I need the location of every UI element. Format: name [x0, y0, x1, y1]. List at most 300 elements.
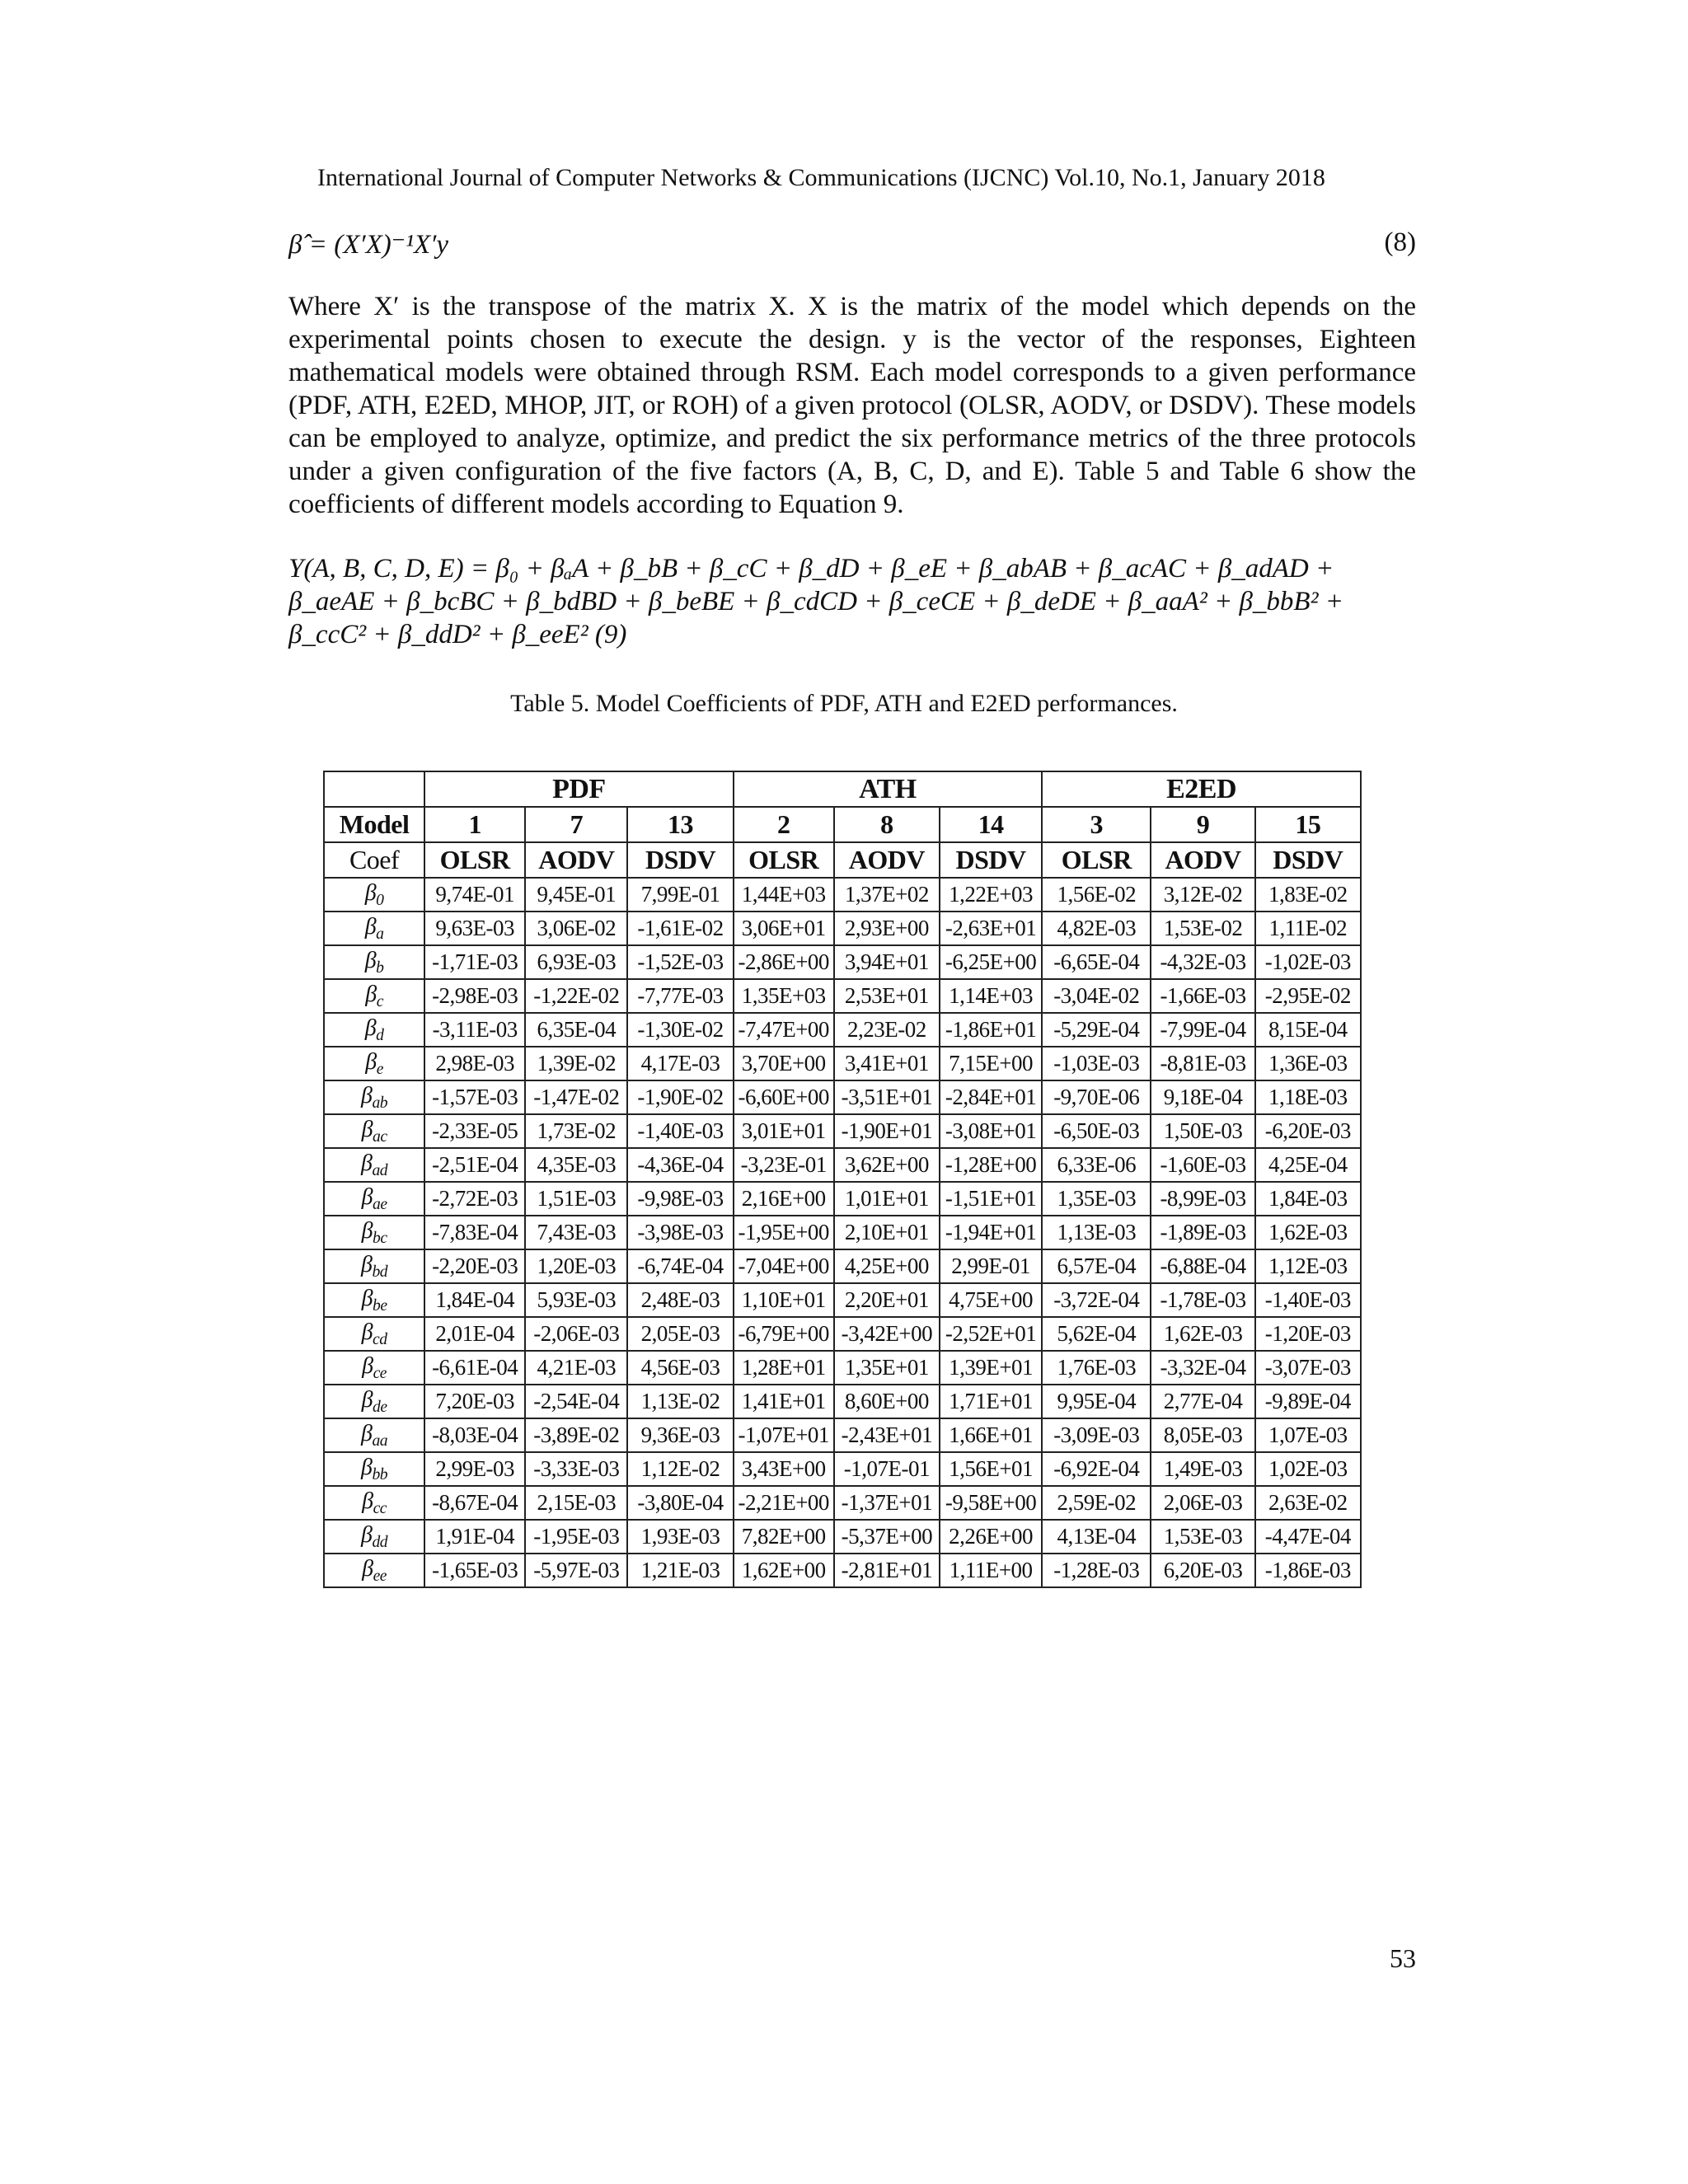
coefficient-cell: -3,32E-04	[1151, 1351, 1254, 1385]
coefficient-cell: 6,93E-03	[525, 945, 627, 979]
coefficient-cell: -3,07E-03	[1255, 1351, 1361, 1385]
coefficient-cell: -2,81E+01	[834, 1554, 940, 1587]
coefficient-cell: 4,56E-03	[627, 1351, 733, 1385]
table-row	[324, 1182, 1361, 1216]
beta-subscript: dd	[372, 1533, 388, 1551]
beta-subscript: bd	[372, 1263, 388, 1281]
coefficient-cell: -1,40E-03	[1255, 1283, 1361, 1317]
coefficient-cell: 2,26E+00	[940, 1520, 1042, 1554]
beta-symbol: β	[364, 947, 377, 973]
coefficient-symbol	[324, 1080, 424, 1114]
coefficient-symbol	[324, 1114, 424, 1148]
coefficient-cell: 3,06E+01	[734, 912, 834, 945]
beta-subscript: cc	[373, 1499, 387, 1517]
beta-subscript: ce	[373, 1364, 387, 1382]
coefficient-cell: 1,73E-02	[525, 1114, 627, 1148]
coefficient-cell: 2,93E+00	[834, 912, 940, 945]
coefficient-cell: 3,94E+01	[834, 945, 940, 979]
coefficient-cell: 1,53E-03	[1151, 1520, 1254, 1554]
beta-symbol: β	[365, 981, 377, 1007]
coefficient-cell: -2,51E-04	[424, 1148, 525, 1182]
table-row	[324, 1520, 1361, 1554]
beta-symbol: β	[365, 1048, 377, 1075]
beta-subscript: be	[373, 1296, 387, 1315]
coefficient-cell: 1,21E-03	[627, 1554, 733, 1587]
coefficient-cell: 2,16E+00	[734, 1182, 834, 1216]
coefficient-cell: -1,86E+01	[940, 1013, 1042, 1047]
coefficient-cell: -1,78E-03	[1151, 1283, 1254, 1317]
coefficient-cell: -2,06E-03	[525, 1317, 627, 1351]
coefficient-cell: 1,56E+01	[940, 1452, 1042, 1486]
beta-symbol: β	[361, 1420, 373, 1446]
coefficient-cell: -1,02E-03	[1255, 945, 1361, 979]
model-number: 7	[525, 807, 627, 842]
coefficient-cell: -4,36E-04	[627, 1148, 733, 1182]
coefficient-cell: 1,44E+03	[734, 878, 834, 912]
coefficient-cell: 1,10E+01	[734, 1283, 834, 1317]
coefficient-cell: 1,51E-03	[525, 1182, 627, 1216]
beta-subscript: d	[376, 1026, 384, 1044]
coefficient-cell: 8,05E-03	[1151, 1418, 1254, 1452]
coefficient-cell: 1,37E+02	[834, 878, 940, 912]
coefficient-cell: 8,15E-04	[1255, 1013, 1361, 1047]
coefficient-cell: 1,39E-02	[525, 1047, 627, 1080]
coefficient-cell: 1,71E+01	[940, 1385, 1042, 1418]
coefficient-cell: -1,89E-03	[1151, 1216, 1254, 1249]
beta-symbol: β	[361, 1082, 373, 1108]
coefficient-cell: -1,95E-03	[525, 1520, 627, 1554]
beta-subscript: cd	[373, 1330, 387, 1348]
coefficient-cell: -7,47E+00	[734, 1013, 834, 1047]
coefficient-cell: 9,74E-01	[424, 878, 525, 912]
coefficient-cell: 5,93E-03	[525, 1283, 627, 1317]
table-row	[324, 1418, 1361, 1452]
coefficient-cell: -6,50E-03	[1042, 1114, 1151, 1148]
coefficient-cell: -6,65E-04	[1042, 945, 1151, 979]
coefficient-cell: 9,18E-04	[1151, 1080, 1254, 1114]
coefficient-cell: 1,41E+01	[734, 1385, 834, 1418]
coefficient-cell: 1,39E+01	[940, 1351, 1042, 1385]
protocol-header: DSDV	[1255, 842, 1361, 878]
coefficient-cell: 3,01E+01	[734, 1114, 834, 1148]
coefficient-cell: -6,20E-03	[1255, 1114, 1361, 1148]
model-number: 2	[734, 807, 834, 842]
beta-symbol: β	[361, 1116, 373, 1142]
beta-symbol: β	[361, 1454, 373, 1480]
table-row	[324, 1486, 1361, 1520]
coefficient-cell: -2,33E-05	[424, 1114, 525, 1148]
coefficient-cell: 1,13E-02	[627, 1385, 733, 1418]
coefficient-cell: -5,97E-03	[525, 1554, 627, 1587]
equation-8-number: (8)	[1384, 227, 1416, 257]
coefficient-cell: -2,95E-02	[1255, 979, 1361, 1013]
coefficient-cell: -1,22E-02	[525, 979, 627, 1013]
table-row	[324, 1554, 1361, 1587]
coefficient-cell: 2,99E-03	[424, 1452, 525, 1486]
coefficient-cell: -6,60E+00	[734, 1080, 834, 1114]
coefficient-symbol	[324, 1351, 424, 1385]
coefficient-cell: -1,71E-03	[424, 945, 525, 979]
beta-symbol: β	[361, 1319, 373, 1345]
beta-subscript: c	[376, 992, 383, 1010]
coefficient-cell: -1,20E-03	[1255, 1317, 1361, 1351]
beta-symbol: β	[362, 1352, 373, 1379]
coefficient-cell: -7,83E-04	[424, 1216, 525, 1249]
coefficient-cell: 5,62E-04	[1042, 1317, 1151, 1351]
coefficient-cell: -1,40E-03	[627, 1114, 733, 1148]
coefficient-symbol	[324, 1452, 424, 1486]
coefficient-symbol	[324, 1182, 424, 1216]
coefficient-cell: -3,33E-03	[525, 1452, 627, 1486]
beta-symbol: β	[361, 1183, 373, 1210]
coefficient-cell: -2,52E+01	[940, 1317, 1042, 1351]
coefficient-symbol	[324, 1013, 424, 1047]
coefficient-cell: -2,84E+01	[940, 1080, 1042, 1114]
coefficient-cell: -8,03E-04	[424, 1418, 525, 1452]
model-number: 3	[1042, 807, 1151, 842]
coefficient-cell: -1,94E+01	[940, 1216, 1042, 1249]
protocol-header: AODV	[1151, 842, 1254, 878]
coefficient-cell: -1,07E+01	[734, 1418, 834, 1452]
coefficient-cell: -2,98E-03	[424, 979, 525, 1013]
table-row	[324, 979, 1361, 1013]
coefficient-cell: -9,89E-04	[1255, 1385, 1361, 1418]
coefficient-cell: 9,45E-01	[525, 878, 627, 912]
coefficient-symbol	[324, 1317, 424, 1351]
coef-label: Coef	[324, 842, 424, 878]
coefficient-cell: -3,98E-03	[627, 1216, 733, 1249]
coefficient-cell: -5,37E+00	[834, 1520, 940, 1554]
beta-subscript: ac	[373, 1127, 387, 1146]
coefficient-symbol	[324, 1554, 424, 1587]
coefficient-symbol	[324, 945, 424, 979]
coefficient-cell: 7,82E+00	[734, 1520, 834, 1554]
coefficient-cell: 7,43E-03	[525, 1216, 627, 1249]
coefficient-cell: -6,92E-04	[1042, 1452, 1151, 1486]
table-row	[324, 1249, 1361, 1283]
coefficient-symbol	[324, 979, 424, 1013]
coefficient-cell: 1,50E-03	[1151, 1114, 1254, 1148]
coefficient-cell: -1,66E-03	[1151, 979, 1254, 1013]
model-label: Model	[324, 807, 424, 842]
coefficient-cell: 1,36E-03	[1255, 1047, 1361, 1080]
coefficient-symbol	[324, 1047, 424, 1080]
coefficient-cell: 2,48E-03	[627, 1283, 733, 1317]
coefficient-cell: 4,13E-04	[1042, 1520, 1151, 1554]
coefficient-cell: 2,01E-04	[424, 1317, 525, 1351]
coefficient-cell: 1,07E-03	[1255, 1418, 1361, 1452]
coefficient-cell: -2,54E-04	[525, 1385, 627, 1418]
coefficient-cell: -1,65E-03	[424, 1554, 525, 1587]
coefficient-cell: 2,20E+01	[834, 1283, 940, 1317]
coefficient-cell: 1,66E+01	[940, 1418, 1042, 1452]
coefficient-cell: -3,08E+01	[940, 1114, 1042, 1148]
coefficient-cell: 1,91E-04	[424, 1520, 525, 1554]
beta-symbol: β	[361, 1217, 373, 1244]
coefficient-cell: 1,53E-02	[1151, 912, 1254, 945]
coefficient-cell: -6,25E+00	[940, 945, 1042, 979]
beta-symbol: β	[361, 1150, 373, 1176]
coefficient-symbol	[324, 1486, 424, 1520]
beta-subscript: a	[376, 925, 384, 943]
coefficients-table-body	[324, 878, 1361, 1587]
coefficient-cell: -1,86E-03	[1255, 1554, 1361, 1587]
coefficient-cell: -6,88E-04	[1151, 1249, 1254, 1283]
coefficient-cell: 4,21E-03	[525, 1351, 627, 1385]
coefficient-cell: 9,95E-04	[1042, 1385, 1151, 1418]
coefficient-cell: 1,62E-03	[1151, 1317, 1254, 1351]
coefficient-cell: -1,28E+00	[940, 1148, 1042, 1182]
beta-subscript: 0	[376, 891, 384, 909]
coefficient-cell: -3,42E+00	[834, 1317, 940, 1351]
coefficient-cell: 8,60E+00	[834, 1385, 940, 1418]
beta-subscript: ad	[372, 1161, 388, 1179]
protocol-header: OLSR	[424, 842, 525, 878]
coefficient-cell: 4,25E+00	[834, 1249, 940, 1283]
beta-symbol: β	[364, 1015, 377, 1041]
coefficient-symbol	[324, 912, 424, 945]
coefficient-cell: -3,23E-01	[734, 1148, 834, 1182]
coefficient-cell: 2,59E-02	[1042, 1486, 1151, 1520]
coefficient-cell: 7,15E+00	[940, 1047, 1042, 1080]
coefficient-cell: -1,52E-03	[627, 945, 733, 979]
coefficient-cell: 1,84E-03	[1255, 1182, 1361, 1216]
protocol-header: AODV	[834, 842, 940, 878]
beta-subscript: de	[373, 1398, 387, 1416]
coefficient-symbol	[324, 1418, 424, 1452]
coefficient-cell: 1,76E-03	[1042, 1351, 1151, 1385]
coefficient-cell: -8,67E-04	[424, 1486, 525, 1520]
coefficient-cell: 6,20E-03	[1151, 1554, 1254, 1587]
coefficient-cell: -1,60E-03	[1151, 1148, 1254, 1182]
coefficient-cell: -1,90E-02	[627, 1080, 733, 1114]
coefficient-cell: 6,33E-06	[1042, 1148, 1151, 1182]
coefficient-cell: 2,23E-02	[834, 1013, 940, 1047]
table-row	[324, 1148, 1361, 1182]
model-number-row	[324, 807, 1361, 842]
coefficient-cell: 2,63E-02	[1255, 1486, 1361, 1520]
coefficient-cell: -7,04E+00	[734, 1249, 834, 1283]
coefficient-cell: 3,06E-02	[525, 912, 627, 945]
group-header-e2ed: E2ED	[1042, 771, 1361, 807]
beta-symbol: β	[361, 1386, 373, 1413]
coefficient-cell: 1,11E+00	[940, 1554, 1042, 1587]
coefficient-cell: 3,70E+00	[734, 1047, 834, 1080]
table-row	[324, 1317, 1361, 1351]
table-row	[324, 912, 1361, 945]
coefficient-cell: 4,17E-03	[627, 1047, 733, 1080]
table-caption: Table 5. Model Coefficients of PDF, ATH and E2ED performances.	[510, 690, 1178, 717]
table-row	[324, 1351, 1361, 1385]
coefficient-cell: 2,77E-04	[1151, 1385, 1254, 1418]
coefficient-cell: 1,35E+03	[734, 979, 834, 1013]
model-number: 8	[834, 807, 940, 842]
coefficient-cell: -2,21E+00	[734, 1486, 834, 1520]
coefficient-cell: 2,15E-03	[525, 1486, 627, 1520]
beta-symbol: β	[361, 1251, 373, 1277]
equation-9: Y(A, B, C, D, E) = β₀ + βₐA + β_bB + β_cC + β_dD + β_eE + β_abAB + β_acAC + β_adAD + β_aeAE + β_bcBC + β_bdBD + β_beBE + β_cdCD + β_ceCE + β_deDE + β_aaA² + β_bbB² + β_ccC² + β_ddD² + β_eeE² (9)	[288, 554, 1344, 649]
coefficient-cell: 1,02E-03	[1255, 1452, 1361, 1486]
coefficient-cell: -1,37E+01	[834, 1486, 940, 1520]
coefficient-cell: -2,72E-03	[424, 1182, 525, 1216]
table-row	[324, 1047, 1361, 1080]
beta-symbol: β	[364, 879, 377, 906]
coefficient-cell: 4,75E+00	[940, 1283, 1042, 1317]
table-row	[324, 878, 1361, 912]
coefficient-cell: 3,62E+00	[834, 1148, 940, 1182]
coefficient-cell: 1,12E-02	[627, 1452, 733, 1486]
coefficient-cell: 1,83E-02	[1255, 878, 1361, 912]
coefficient-cell: -2,20E-03	[424, 1249, 525, 1283]
coefficient-cell: 2,10E+01	[834, 1216, 940, 1249]
coefficient-cell: 6,57E-04	[1042, 1249, 1151, 1283]
model-number: 14	[940, 807, 1042, 842]
coefficient-cell: -3,11E-03	[424, 1013, 525, 1047]
beta-subscript: ee	[373, 1567, 387, 1585]
coefficient-cell: -9,98E-03	[627, 1182, 733, 1216]
group-header-row	[324, 771, 1361, 807]
coefficient-cell: -9,70E-06	[1042, 1080, 1151, 1114]
model-number: 9	[1151, 807, 1254, 842]
beta-subscript: bc	[373, 1229, 387, 1247]
coefficient-cell: -1,95E+00	[734, 1216, 834, 1249]
coefficient-cell: -1,07E-01	[834, 1452, 940, 1486]
coefficient-cell: 1,35E+01	[834, 1351, 940, 1385]
coefficient-cell: 3,41E+01	[834, 1047, 940, 1080]
coefficient-cell: 2,06E-03	[1151, 1486, 1254, 1520]
beta-subscript: ae	[373, 1195, 387, 1213]
coefficient-cell: 3,12E-02	[1151, 878, 1254, 912]
coefficient-cell: -3,80E-04	[627, 1486, 733, 1520]
protocol-header: OLSR	[734, 842, 834, 878]
coefficient-cell: 1,62E-03	[1255, 1216, 1361, 1249]
coefficient-cell: 4,25E-04	[1255, 1148, 1361, 1182]
coefficient-cell: 3,43E+00	[734, 1452, 834, 1486]
coefficient-cell: -1,03E-03	[1042, 1047, 1151, 1080]
table-row	[324, 1216, 1361, 1249]
model-number: 15	[1255, 807, 1361, 842]
protocol-header: AODV	[525, 842, 627, 878]
coefficient-cell: -3,09E-03	[1042, 1418, 1151, 1452]
coefficient-cell: -3,72E-04	[1042, 1283, 1151, 1317]
beta-subscript: bb	[372, 1465, 388, 1483]
coefficient-cell: -4,47E-04	[1255, 1520, 1361, 1554]
equation-8	[288, 227, 1416, 264]
coefficient-cell: 2,99E-01	[940, 1249, 1042, 1283]
coefficient-cell: -7,99E-04	[1151, 1013, 1254, 1047]
coefficient-cell: 1,14E+03	[940, 979, 1042, 1013]
table-row	[324, 1452, 1361, 1486]
coefficient-cell: 1,93E-03	[627, 1520, 733, 1554]
coefficient-cell: 4,82E-03	[1042, 912, 1151, 945]
protocol-row	[324, 842, 1361, 878]
beta-symbol: β	[362, 1488, 373, 1514]
table-row	[324, 1080, 1361, 1114]
coefficient-cell: -3,51E+01	[834, 1080, 940, 1114]
coefficient-cell: 1,20E-03	[525, 1249, 627, 1283]
coefficient-symbol	[324, 1283, 424, 1317]
coefficient-cell: 7,99E-01	[627, 878, 733, 912]
protocol-header: OLSR	[1042, 842, 1151, 878]
beta-subscript: aa	[372, 1432, 388, 1450]
corner-cell	[324, 771, 424, 807]
coefficient-cell: -1,28E-03	[1042, 1554, 1151, 1587]
coefficient-cell: 1,62E+00	[734, 1554, 834, 1587]
beta-subscript: e	[376, 1060, 383, 1078]
coefficient-cell: 1,18E-03	[1255, 1080, 1361, 1114]
coefficient-cell: -3,04E-02	[1042, 979, 1151, 1013]
coefficient-cell: 1,12E-03	[1255, 1249, 1361, 1283]
beta-symbol: β	[362, 1555, 373, 1582]
coefficient-cell: -4,32E-03	[1151, 945, 1254, 979]
coefficient-cell: 9,36E-03	[627, 1418, 733, 1452]
coefficient-cell: 1,49E-03	[1151, 1452, 1254, 1486]
coefficient-cell: 1,22E+03	[940, 878, 1042, 912]
model-number: 1	[424, 807, 525, 842]
coefficients-table	[323, 771, 1362, 1588]
coefficient-symbol	[324, 1520, 424, 1554]
beta-symbol: β	[361, 1521, 373, 1548]
coefficient-cell: -6,61E-04	[424, 1351, 525, 1385]
coefficient-cell: -5,29E-04	[1042, 1013, 1151, 1047]
protocol-header: DSDV	[940, 842, 1042, 878]
coefficient-cell: 1,84E-04	[424, 1283, 525, 1317]
beta-subscript: b	[376, 958, 384, 977]
coefficient-cell: -1,61E-02	[627, 912, 733, 945]
coefficient-cell: 1,56E-02	[1042, 878, 1151, 912]
coefficient-cell: -8,81E-03	[1151, 1047, 1254, 1080]
coefficient-cell: -7,77E-03	[627, 979, 733, 1013]
table-row	[324, 1283, 1361, 1317]
model-number: 13	[627, 807, 733, 842]
coefficient-symbol	[324, 878, 424, 912]
beta-subscript: ab	[372, 1094, 388, 1112]
coefficient-cell: -8,99E-03	[1151, 1182, 1254, 1216]
beta-symbol: β	[361, 1285, 373, 1311]
coefficient-cell: -6,79E+00	[734, 1317, 834, 1351]
running-header: International Journal of Computer Networks & Communications (IJCNC) Vol.10, No.1, January 2018	[317, 164, 1325, 191]
coefficient-symbol	[324, 1249, 424, 1283]
group-header-ath: ATH	[734, 771, 1043, 807]
coefficient-cell: 1,01E+01	[834, 1182, 940, 1216]
page-number: 53	[1390, 1943, 1416, 1973]
coefficient-cell: 1,35E-03	[1042, 1182, 1151, 1216]
equation-8-text: β̂ = (X′X)⁻¹X′y	[288, 230, 449, 260]
table-row	[324, 1114, 1361, 1148]
body-paragraph: Where X′ is the transpose of the matrix X. X is the matrix of the model which depends on the experimental points chosen to execute the design. y is the vector of the responses, Eighteen mathematical models were obtained through RSM. Each model corresponds to a given performance (PDF, ATH, E2ED, MHOP, JIT, or ROH) of a given protocol (OLSR, AODV, or DSDV). These models can be employed to analyze, optimize, and predict the six performance metrics of the three protocols under a given configuration of the five factors (A, B, C, D, and E). Table 5 and Table 6 show the coefficients of different models according to Equation 9.	[288, 292, 1416, 519]
coefficient-cell: -9,58E+00	[940, 1486, 1042, 1520]
coefficient-cell: 2,53E+01	[834, 979, 940, 1013]
coefficient-cell: -1,30E-02	[627, 1013, 733, 1047]
coefficient-cell: 2,98E-03	[424, 1047, 525, 1080]
coefficient-cell: -1,57E-03	[424, 1080, 525, 1114]
coefficient-cell: -1,47E-02	[525, 1080, 627, 1114]
coefficient-cell: -2,86E+00	[734, 945, 834, 979]
coefficient-cell: 1,11E-02	[1255, 912, 1361, 945]
table-row	[324, 1013, 1361, 1047]
coefficient-cell: -6,74E-04	[627, 1249, 733, 1283]
protocol-header: DSDV	[627, 842, 733, 878]
coefficient-cell: -3,89E-02	[525, 1418, 627, 1452]
coefficient-symbol	[324, 1216, 424, 1249]
coefficient-cell: 2,05E-03	[627, 1317, 733, 1351]
coefficient-cell: -1,90E+01	[834, 1114, 940, 1148]
coefficient-cell: -2,63E+01	[940, 912, 1042, 945]
group-header-pdf: PDF	[424, 771, 734, 807]
coefficient-symbol	[324, 1148, 424, 1182]
coefficient-cell: -1,51E+01	[940, 1182, 1042, 1216]
beta-symbol: β	[364, 913, 377, 940]
